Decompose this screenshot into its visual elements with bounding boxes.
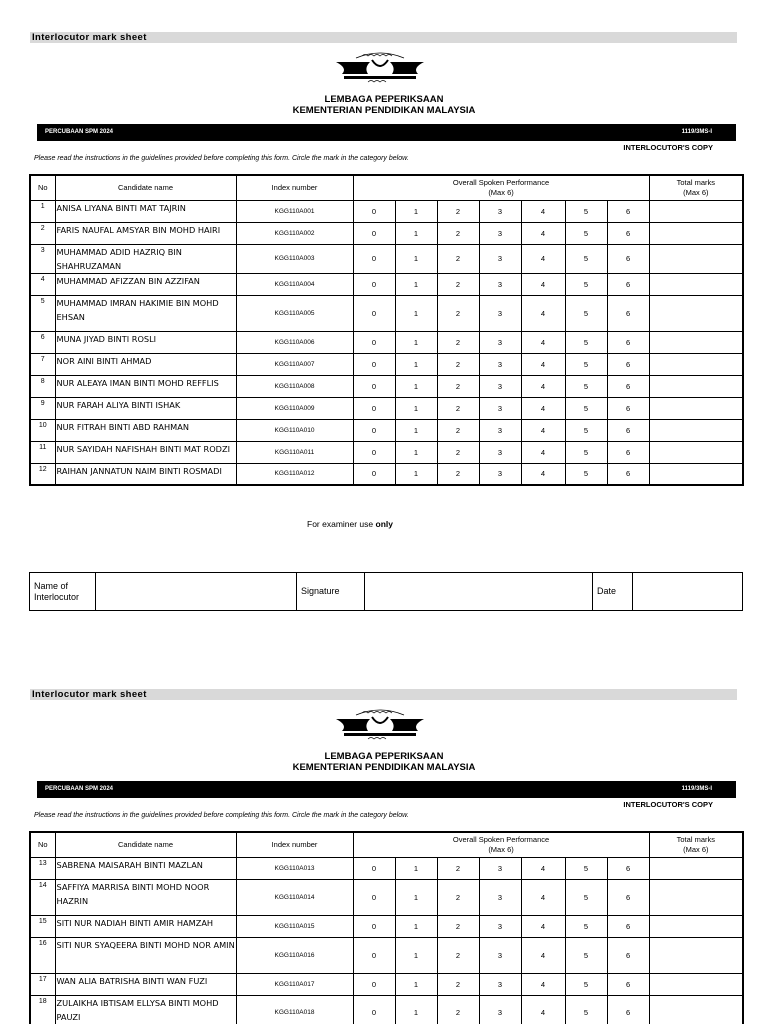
- index-number: KGG110A005: [236, 295, 353, 331]
- header-candidate: Candidate name: [55, 832, 236, 857]
- mark-option-6[interactable]: 6: [607, 200, 649, 222]
- mark-option-0[interactable]: 0: [353, 995, 395, 1024]
- mark-option-3[interactable]: 3: [479, 331, 521, 353]
- candidate-name: ZULAIKHA IBTISAM ELLYSA BINTI MOHD PAUZI: [55, 995, 236, 1024]
- mark-option-3[interactable]: 3: [479, 915, 521, 937]
- mark-option-1[interactable]: 1: [395, 879, 437, 915]
- mark-option-2[interactable]: 2: [437, 200, 479, 222]
- mark-option-4[interactable]: 4: [521, 857, 565, 879]
- index-number: KGG110A018: [236, 995, 353, 1024]
- date-field[interactable]: [633, 573, 743, 611]
- mark-option-1[interactable]: 1: [395, 397, 437, 419]
- header-total: Total marks (Max 6): [649, 175, 743, 200]
- mark-option-3[interactable]: 3: [479, 222, 521, 244]
- mark-option-5[interactable]: 5: [565, 879, 607, 915]
- candidate-name: NUR FARAH ALIYA BINTI ISHAK: [55, 397, 236, 419]
- mark-option-1[interactable]: 1: [395, 995, 437, 1024]
- mark-option-2[interactable]: 2: [437, 295, 479, 331]
- index-number: KGG110A012: [236, 463, 353, 485]
- mark-option-6[interactable]: 6: [607, 331, 649, 353]
- mark-option-4[interactable]: 4: [521, 331, 565, 353]
- row-number: 14: [30, 879, 55, 915]
- mark-option-5[interactable]: 5: [565, 375, 607, 397]
- total-marks-field[interactable]: [649, 995, 743, 1024]
- header-performance: Overall Spoken Performance (Max 6): [353, 832, 649, 857]
- mark-option-5[interactable]: 5: [565, 463, 607, 485]
- mark-option-0[interactable]: 0: [353, 463, 395, 485]
- mark-option-1[interactable]: 1: [395, 244, 437, 273]
- mark-option-4[interactable]: 4: [521, 353, 565, 375]
- mark-option-4[interactable]: 4: [521, 441, 565, 463]
- mark-option-5[interactable]: 5: [565, 331, 607, 353]
- candidate-row: [30, 331, 743, 353]
- mark-option-3[interactable]: 3: [479, 244, 521, 273]
- index-number: KGG110A016: [236, 937, 353, 973]
- mark-option-3[interactable]: 3: [479, 857, 521, 879]
- mark-option-5[interactable]: 5: [565, 419, 607, 441]
- index-number: KGG110A002: [236, 222, 353, 244]
- mark-option-1[interactable]: 1: [395, 463, 437, 485]
- mark-option-6[interactable]: 6: [607, 419, 649, 441]
- mark-option-6[interactable]: 6: [607, 353, 649, 375]
- candidate-row: [30, 200, 743, 222]
- mark-option-6[interactable]: 6: [607, 273, 649, 295]
- mark-option-4[interactable]: 4: [521, 937, 565, 973]
- exam-label: PERCUBAAN SPM 2024: [45, 786, 114, 792]
- mark-option-5[interactable]: 5: [565, 397, 607, 419]
- mark-option-0[interactable]: 0: [353, 857, 395, 879]
- mark-option-3[interactable]: 3: [479, 200, 521, 222]
- row-number: 15: [30, 915, 55, 937]
- exam-banner: [37, 124, 736, 141]
- mark-option-0[interactable]: 0: [353, 879, 395, 915]
- row-number: 16: [30, 937, 55, 973]
- mark-sheet-1: [0, 32, 768, 622]
- mark-option-2[interactable]: 2: [437, 879, 479, 915]
- header-no: No: [30, 832, 55, 857]
- interlocutor-name-label: Name of Interlocutor: [30, 573, 96, 611]
- row-number: 2: [30, 222, 55, 244]
- header-performance: Overall Spoken Performance (Max 6): [353, 175, 649, 200]
- lembaga-peperiksaan-logo: [334, 705, 426, 745]
- header-candidate: Candidate name: [55, 175, 236, 200]
- mark-option-0[interactable]: 0: [353, 915, 395, 937]
- row-number: 5: [30, 295, 55, 331]
- marks-table: [29, 831, 744, 1024]
- total-marks-field[interactable]: [649, 973, 743, 995]
- mark-option-2[interactable]: 2: [437, 441, 479, 463]
- sheet-title: Interlocutor mark sheet: [30, 689, 737, 700]
- mark-option-4[interactable]: 4: [521, 915, 565, 937]
- mark-option-2[interactable]: 2: [437, 244, 479, 273]
- mark-option-0[interactable]: 0: [353, 273, 395, 295]
- candidate-name: ANISA LIYANA BINTI MAT TAJRIN: [55, 200, 236, 222]
- mark-option-2[interactable]: 2: [437, 375, 479, 397]
- total-marks-field[interactable]: [649, 222, 743, 244]
- index-number: KGG110A010: [236, 419, 353, 441]
- candidate-row: [30, 463, 743, 485]
- mark-option-0[interactable]: 0: [353, 375, 395, 397]
- index-number: KGG110A008: [236, 375, 353, 397]
- mark-option-5[interactable]: 5: [565, 295, 607, 331]
- row-number: 9: [30, 397, 55, 419]
- mark-option-0[interactable]: 0: [353, 295, 395, 331]
- candidate-row: [30, 857, 743, 879]
- mark-option-5[interactable]: 5: [565, 222, 607, 244]
- mark-option-5[interactable]: 5: [565, 857, 607, 879]
- index-number: KGG110A006: [236, 331, 353, 353]
- mark-option-4[interactable]: 4: [521, 419, 565, 441]
- mark-option-5[interactable]: 5: [565, 441, 607, 463]
- mark-option-0[interactable]: 0: [353, 419, 395, 441]
- exam-banner: [37, 781, 736, 798]
- mark-option-1[interactable]: 1: [395, 353, 437, 375]
- mark-option-5[interactable]: 5: [565, 915, 607, 937]
- mark-option-4[interactable]: 4: [521, 273, 565, 295]
- candidate-row: [30, 441, 743, 463]
- mark-option-6[interactable]: 6: [607, 857, 649, 879]
- row-number: 6: [30, 331, 55, 353]
- mark-option-3[interactable]: 3: [479, 441, 521, 463]
- mark-option-4[interactable]: 4: [521, 295, 565, 331]
- paper-code: 1119/3MS-I: [681, 129, 712, 135]
- candidate-row: [30, 973, 743, 995]
- mark-option-4[interactable]: 4: [521, 397, 565, 419]
- mark-option-4[interactable]: 4: [521, 244, 565, 273]
- total-marks-field[interactable]: [649, 915, 743, 937]
- signature-field[interactable]: [365, 573, 593, 611]
- mark-option-1[interactable]: 1: [395, 857, 437, 879]
- mark-option-6[interactable]: 6: [607, 973, 649, 995]
- total-marks-field[interactable]: [649, 441, 743, 463]
- candidate-row: [30, 879, 743, 915]
- header-index: Index number: [236, 175, 353, 200]
- mark-option-6[interactable]: 6: [607, 995, 649, 1024]
- candidate-row: [30, 419, 743, 441]
- header-index: Index number: [236, 832, 353, 857]
- candidate-name: RAIHAN JANNATUN NAIM BINTI ROSMADI: [55, 463, 236, 485]
- mark-option-6[interactable]: 6: [607, 463, 649, 485]
- header-no: No: [30, 175, 55, 200]
- index-number: KGG110A011: [236, 441, 353, 463]
- candidate-name: SABRENA MAISARAH BINTI MAZLAN: [55, 857, 236, 879]
- candidate-row: [30, 353, 743, 375]
- total-marks-field[interactable]: [649, 295, 743, 331]
- total-marks-field[interactable]: [649, 375, 743, 397]
- mark-option-2[interactable]: 2: [437, 937, 479, 973]
- mark-option-1[interactable]: 1: [395, 222, 437, 244]
- candidate-row: [30, 222, 743, 244]
- mark-sheet-2: [0, 689, 768, 1024]
- mark-option-2[interactable]: 2: [437, 331, 479, 353]
- mark-option-6[interactable]: 6: [607, 397, 649, 419]
- mark-option-4[interactable]: 4: [521, 222, 565, 244]
- mark-option-2[interactable]: 2: [437, 273, 479, 295]
- exam-label: PERCUBAAN SPM 2024: [45, 129, 114, 135]
- copy-label: INTERLOCUTOR'S COPY: [623, 143, 713, 152]
- instructions: Please read the instructions in the guidelines provided before completing this form. Circle the mark in the category below.: [34, 812, 409, 819]
- mark-option-5[interactable]: 5: [565, 353, 607, 375]
- candidate-row: [30, 937, 743, 973]
- row-number: 7: [30, 353, 55, 375]
- row-number: 10: [30, 419, 55, 441]
- mark-option-0[interactable]: 0: [353, 244, 395, 273]
- index-number: KGG110A017: [236, 973, 353, 995]
- mark-option-1[interactable]: 1: [395, 295, 437, 331]
- total-marks-field[interactable]: [649, 857, 743, 879]
- mark-option-3[interactable]: 3: [479, 995, 521, 1024]
- marks-table-body: [30, 857, 743, 1024]
- mark-option-1[interactable]: 1: [395, 937, 437, 973]
- total-marks-field[interactable]: [649, 937, 743, 973]
- org-name-line1: LEMBAGA PEPERIKSAAN: [324, 94, 444, 105]
- mark-option-1[interactable]: 1: [395, 200, 437, 222]
- mark-option-6[interactable]: 6: [607, 244, 649, 273]
- total-marks-field[interactable]: [649, 273, 743, 295]
- candidate-name: SITI NUR NADIAH BINTI AMIR HAMZAH: [55, 915, 236, 937]
- index-number: KGG110A007: [236, 353, 353, 375]
- mark-option-3[interactable]: 3: [479, 973, 521, 995]
- signature-label: Signature: [297, 573, 365, 611]
- mark-option-4[interactable]: 4: [521, 973, 565, 995]
- header-total: Total marks (Max 6): [649, 832, 743, 857]
- mark-option-2[interactable]: 2: [437, 915, 479, 937]
- total-marks-field[interactable]: [649, 244, 743, 273]
- mark-option-0[interactable]: 0: [353, 222, 395, 244]
- candidate-name: SITI NUR SYAQEERA BINTI MOHD NOR AMIN: [55, 937, 236, 973]
- candidate-name: FARIS NAUFAL AMSYAR BIN MOHD HAIRI: [55, 222, 236, 244]
- candidate-row: [30, 397, 743, 419]
- row-number: 12: [30, 463, 55, 485]
- mark-option-0[interactable]: 0: [353, 937, 395, 973]
- mark-option-4[interactable]: 4: [521, 879, 565, 915]
- mark-option-0[interactable]: 0: [353, 200, 395, 222]
- mark-option-3[interactable]: 3: [479, 937, 521, 973]
- mark-option-6[interactable]: 6: [607, 915, 649, 937]
- marks-table-body: [30, 200, 743, 485]
- candidate-name: MUNA JIYAD BINTI ROSLI: [55, 331, 236, 353]
- index-number: KGG110A013: [236, 857, 353, 879]
- mark-option-0[interactable]: 0: [353, 397, 395, 419]
- mark-option-1[interactable]: 1: [395, 441, 437, 463]
- total-marks-field[interactable]: [649, 879, 743, 915]
- candidate-name: MUHAMMAD ADID HAZRIQ BIN SHAHRUZAMAN: [55, 244, 236, 273]
- mark-option-3[interactable]: 3: [479, 463, 521, 485]
- org-name-line2: KEMENTERIAN PENDIDIKAN MALAYSIA: [292, 105, 476, 116]
- mark-option-2[interactable]: 2: [437, 995, 479, 1024]
- mark-option-2[interactable]: 2: [437, 397, 479, 419]
- lembaga-peperiksaan-logo: [334, 48, 426, 88]
- total-marks-field[interactable]: [649, 200, 743, 222]
- index-number: KGG110A001: [236, 200, 353, 222]
- mark-option-0[interactable]: 0: [353, 331, 395, 353]
- mark-option-4[interactable]: 4: [521, 463, 565, 485]
- mark-option-5[interactable]: 5: [565, 273, 607, 295]
- mark-option-1[interactable]: 1: [395, 375, 437, 397]
- mark-option-2[interactable]: 2: [437, 973, 479, 995]
- candidate-row: [30, 295, 743, 331]
- mark-option-6[interactable]: 6: [607, 295, 649, 331]
- mark-option-0[interactable]: 0: [353, 353, 395, 375]
- total-marks-field[interactable]: [649, 419, 743, 441]
- mark-option-1[interactable]: 1: [395, 331, 437, 353]
- mark-option-3[interactable]: 3: [479, 375, 521, 397]
- mark-option-4[interactable]: 4: [521, 375, 565, 397]
- mark-option-5[interactable]: 5: [565, 937, 607, 973]
- mark-option-5[interactable]: 5: [565, 200, 607, 222]
- mark-option-1[interactable]: 1: [395, 973, 437, 995]
- copy-label: INTERLOCUTOR'S COPY: [623, 800, 713, 809]
- mark-option-2[interactable]: 2: [437, 419, 479, 441]
- candidate-row: [30, 244, 743, 273]
- mark-option-1[interactable]: 1: [395, 419, 437, 441]
- candidate-row: [30, 995, 743, 1024]
- org-name-line2: KEMENTERIAN PENDIDIKAN MALAYSIA: [292, 762, 476, 773]
- row-number: 1: [30, 200, 55, 222]
- row-number: 8: [30, 375, 55, 397]
- index-number: KGG110A015: [236, 915, 353, 937]
- row-number: 3: [30, 244, 55, 273]
- index-number: KGG110A009: [236, 397, 353, 419]
- candidate-row: [30, 375, 743, 397]
- mark-option-0[interactable]: 0: [353, 973, 395, 995]
- row-number: 18: [30, 995, 55, 1024]
- mark-option-5[interactable]: 5: [565, 244, 607, 273]
- mark-option-3[interactable]: 3: [479, 397, 521, 419]
- index-number: KGG110A003: [236, 244, 353, 273]
- candidate-name: NUR FITRAH BINTI ABD RAHMAN: [55, 419, 236, 441]
- total-marks-field[interactable]: [649, 397, 743, 419]
- total-marks-field[interactable]: [649, 463, 743, 485]
- mark-option-4[interactable]: 4: [521, 200, 565, 222]
- mark-option-3[interactable]: 3: [479, 353, 521, 375]
- instructions: Please read the instructions in the guidelines provided before completing this form. Circle the mark in the category below.: [34, 155, 409, 162]
- mark-option-2[interactable]: 2: [437, 222, 479, 244]
- mark-option-3[interactable]: 3: [479, 273, 521, 295]
- candidate-name: MUHAMMAD IMRAN HAKIMIE BIN MOHD EHSAN: [55, 295, 236, 331]
- date-label: Date: [593, 573, 633, 611]
- candidate-name: NOR AINI BINTI AHMAD: [55, 353, 236, 375]
- mark-option-6[interactable]: 6: [607, 375, 649, 397]
- mark-option-3[interactable]: 3: [479, 295, 521, 331]
- mark-option-3[interactable]: 3: [479, 419, 521, 441]
- total-marks-field[interactable]: [649, 353, 743, 375]
- mark-option-6[interactable]: 6: [607, 937, 649, 973]
- paper-code: 1119/3MS-I: [681, 786, 712, 792]
- mark-option-2[interactable]: 2: [437, 857, 479, 879]
- interlocutor-name-field[interactable]: [96, 573, 297, 611]
- mark-option-6[interactable]: 6: [607, 879, 649, 915]
- row-number: 4: [30, 273, 55, 295]
- signature-table: [29, 572, 743, 611]
- candidate-name: NUR SAYIDAH NAFISHAH BINTI MAT RODZI: [55, 441, 236, 463]
- candidate-row: [30, 273, 743, 295]
- mark-option-2[interactable]: 2: [437, 463, 479, 485]
- marks-table: [29, 174, 744, 486]
- index-number: KGG110A014: [236, 879, 353, 915]
- mark-option-3[interactable]: 3: [479, 879, 521, 915]
- mark-option-1[interactable]: 1: [395, 273, 437, 295]
- index-number: KGG110A004: [236, 273, 353, 295]
- candidate-row: [30, 915, 743, 937]
- candidate-name: MUHAMMAD AFIZZAN BIN AZZIFAN: [55, 273, 236, 295]
- candidate-name: NUR ALEAYA IMAN BINTI MOHD REFFLIS: [55, 375, 236, 397]
- mark-option-1[interactable]: 1: [395, 915, 437, 937]
- mark-option-0[interactable]: 0: [353, 441, 395, 463]
- mark-option-6[interactable]: 6: [607, 222, 649, 244]
- sheet-title: Interlocutor mark sheet: [30, 32, 737, 43]
- candidate-name: SAFFIYA MARRISA BINTI MOHD NOOR HAZRIN: [55, 879, 236, 915]
- row-number: 11: [30, 441, 55, 463]
- row-number: 17: [30, 973, 55, 995]
- mark-option-6[interactable]: 6: [607, 441, 649, 463]
- org-name-line1: LEMBAGA PEPERIKSAAN: [324, 751, 444, 762]
- mark-option-5[interactable]: 5: [565, 973, 607, 995]
- examiner-note: For examiner use only: [307, 519, 393, 529]
- mark-option-5[interactable]: 5: [565, 995, 607, 1024]
- row-number: 13: [30, 857, 55, 879]
- candidate-name: WAN ALIA BATRISHA BINTI WAN FUZI: [55, 973, 236, 995]
- mark-option-4[interactable]: 4: [521, 995, 565, 1024]
- mark-option-2[interactable]: 2: [437, 353, 479, 375]
- total-marks-field[interactable]: [649, 331, 743, 353]
